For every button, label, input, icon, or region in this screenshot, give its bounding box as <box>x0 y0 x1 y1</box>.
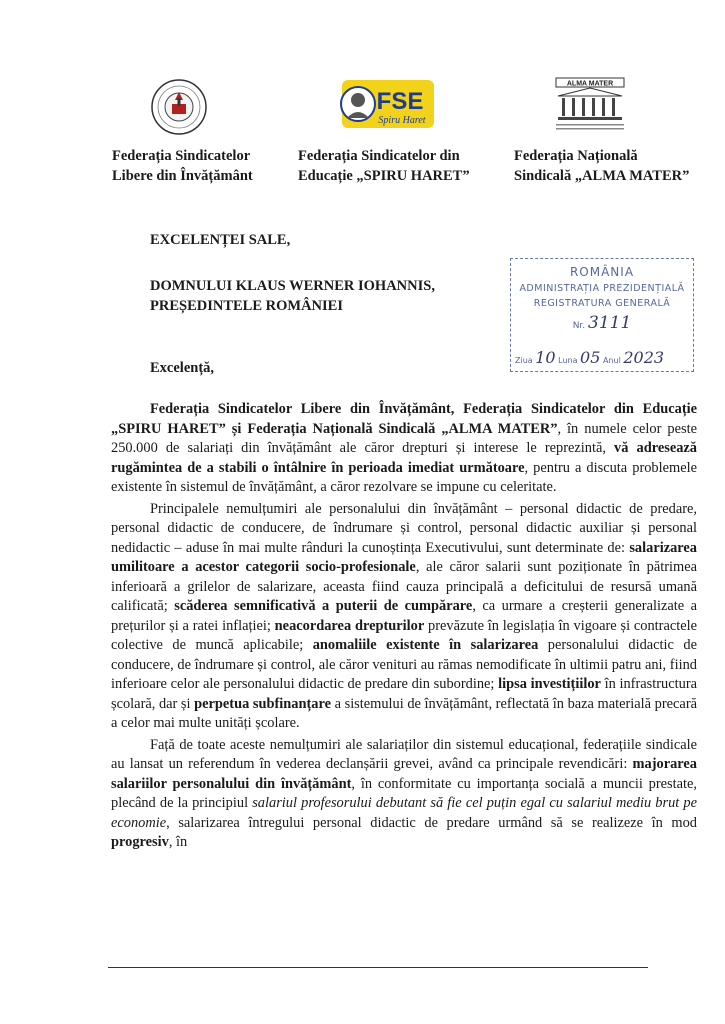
stamp-nr-label: Nr. <box>572 321 586 331</box>
fsli-emblem-icon <box>150 78 208 136</box>
paragraph-run: salariul profesorului debutant să fie cel puțin egal cu salariul mediu brut pe economie <box>111 795 697 831</box>
paragraph-1 <box>111 400 697 498</box>
paragraph-run: , ale căror salarii sunt poziționate în pătrimea inferioară a grilelor de salarizare, aceasta fiind cauza principală a deficitului de resursă umană calificată; <box>111 559 697 614</box>
address-line-3: PREȘEDINTELE ROMÂNIEI <box>150 298 343 314</box>
stamp-luna-label: Luna <box>558 356 578 365</box>
federation-alma-mater <box>514 146 689 186</box>
address-line-2: DOMNULUI KLAUS WERNER IOHANNIS, <box>150 278 435 294</box>
stamp-an-value: 2023 <box>623 348 665 367</box>
stamp-an-label: Anul <box>602 356 621 365</box>
alma-mater-logo-icon <box>548 74 632 136</box>
paragraph-run: , salarizarea întregului personal didactic de predare urmând să se realizeze în mod <box>166 814 697 831</box>
federation-fse <box>298 146 470 186</box>
stamp-number-row <box>511 313 693 333</box>
paragraph-run: Principalele nemulțumiri ale personalului din învățământ – personal didactic de predare, personal didactic de conducere, de îndrumare și control, personal didactic auxiliar și personal nedidactic – aduse în mai multe rânduri la cunoștința Executivului, sunt determinate de: <box>111 500 697 556</box>
paragraph-run: , în conformitate cu importanța socială a muncii prestate, plecând de la principiul <box>111 775 698 811</box>
registration-stamp <box>510 258 694 372</box>
paragraph-2 <box>111 500 697 734</box>
stamp-luna-value: 05 <box>580 348 601 367</box>
federation-fsli-line1: Federația Sindicatelor <box>112 148 251 164</box>
paragraph-run: Federația Sindicatelor Libere din Învățământ, Federația Sindicatelor din Educație „SPIRU HARET” și Federația Națională Sindicală „ALMA MATER” <box>111 401 697 437</box>
paragraph-run: vă adresează rugămintea de a stabili o întâlnire în perioada imediat următoare <box>111 440 698 476</box>
header-logos <box>0 70 725 140</box>
federation-alma-line1: Federația Națională <box>514 148 638 164</box>
stamp-line-2: ADMINISTRAȚIA PREZIDENȚIALĂ <box>519 283 685 294</box>
paragraph-run: perpetua subfinanțare <box>194 695 331 712</box>
paragraph-run: personalului didactic de conducere, de îndrumare și control, ale căror venituri au rămas nemodificate în ultimii patru ani, fiind inferioare celor ale personalului didactic de predare din subordine; <box>111 637 697 692</box>
stamp-zi-label: Ziua <box>515 356 533 365</box>
paragraph-run: majorarea salariilor personalului din învățământ <box>111 756 697 792</box>
paragraph-run: , în numele celor peste 250.000 de salariați din învățământ ale căror drepturi și interese le reprezintă, <box>111 420 697 456</box>
paragraph-3 <box>111 736 697 853</box>
paragraph-run: scăderea semnificativă a puterii de cumpărare <box>174 598 473 614</box>
federation-fse-line2: Educație „SPIRU HARET” <box>298 168 470 184</box>
paragraph-run: , ca urmare a creșterii generalizate a prețurilor și a ratei inflației; <box>111 598 697 634</box>
paragraph-run: salarizarea umilitoare a acestor categorii socio-profesionale <box>111 539 697 575</box>
federation-fsli-line2: Libere din Învățământ <box>112 168 253 184</box>
stamp-line-3: REGISTRATURA GENERALĂ <box>533 298 671 309</box>
alma-logo-text: ALMA MATER <box>566 80 614 88</box>
paragraph-run: Față de toate aceste nemulțumiri ale salariaților din sistemul educațional, federațiile sindicale au lansat un referendum în vederea declanșării grevei, având ca principale revendicări: <box>111 736 697 772</box>
paragraph-run: în infrastructura școlară, dar și <box>111 676 697 712</box>
paragraph-run: , pentru a discuta problemele existente în sistemul de învățământ, a căror rezolvare se impune cu celeritate. <box>111 459 697 495</box>
stamp-zi-value: 10 <box>535 348 556 367</box>
paragraph-run: anomaliile existente în salarizarea <box>312 637 539 653</box>
letter-body <box>111 400 697 855</box>
footer-divider <box>108 967 648 968</box>
stamp-nr-value: 3111 <box>588 313 632 333</box>
fse-logo-icon <box>340 78 436 130</box>
paragraph-run: prevăzute în legislația în vigoare și contractele colective de muncă aplicabile; <box>111 617 697 653</box>
federation-alma-line2: Sindicală „ALMA MATER” <box>514 168 690 184</box>
federation-fsli <box>112 146 253 186</box>
salutation: Excelență, <box>150 360 215 376</box>
federation-fse-line1: Federația Sindicatelor din <box>298 148 460 164</box>
fse-logo-subtext: Spiru Haret <box>378 115 426 126</box>
stamp-line-1: ROMÂNIA <box>569 265 635 279</box>
paragraph-run: , în <box>168 834 188 850</box>
paragraph-run: lipsa investițiilor <box>498 676 601 692</box>
stamp-date-row <box>515 348 689 367</box>
fse-logo-text: FSE <box>376 88 424 115</box>
paragraph-run: progresiv <box>111 834 169 850</box>
address-block <box>150 276 435 316</box>
address-line-1: EXCELENȚEI SALE, <box>150 232 291 248</box>
paragraph-run: neacordarea drepturilor <box>274 617 425 634</box>
paragraph-run: a sistemului de învățământ, reflectată în baza materială precară a celor mai multe unități școlare. <box>111 695 697 731</box>
